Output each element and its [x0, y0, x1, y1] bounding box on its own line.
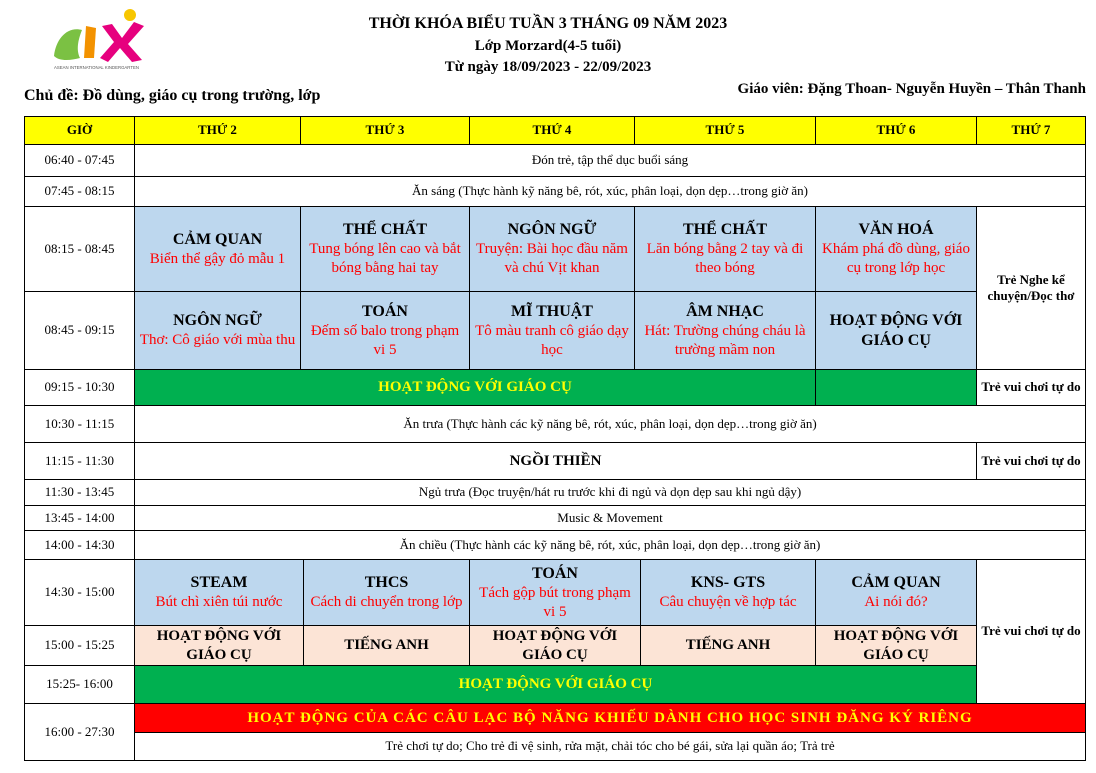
subject: CẢM QUAN [851, 574, 941, 592]
activity: Tung bóng lên cao và bắt bóng bằng hai tay [309, 241, 461, 276]
routine-lunch: Ăn trưa (Thực hành các kỹ năng bê, rót, xúc, phân loại, dọn dẹp…trong giờ ăn) [134, 405, 1086, 443]
green-activity-bar-afternoon: HOẠT ĐỘNG VỚI GIÁO CỤ [134, 665, 977, 704]
lesson-thu-1 [634, 206, 816, 292]
class-name: Lớp Morzard(4-5 tuổi) [474, 38, 622, 54]
subject: THCS [364, 574, 409, 592]
subject: KNS- GTS [690, 574, 766, 592]
lesson-tue-1 [300, 206, 470, 292]
time-cell: 14:30 - 15:00 [24, 559, 135, 626]
time-cell: 14:00 - 14:30 [24, 530, 135, 560]
subject: TOÁN [362, 302, 408, 320]
subject: HOẠT ĐỘNG VỚI GIÁO CỤ [829, 311, 963, 349]
green-activity-fri [815, 369, 977, 406]
schedule-title: THỜI KHÓA BIỂU TUẦN 3 THÁNG 09 NĂM 2023 [368, 15, 728, 32]
time-cell: 16:00 - 27:30 [24, 703, 135, 761]
lesson-wed-1 [469, 206, 635, 292]
lesson-thu-3 [640, 559, 816, 626]
activity: Tô màu tranh cô giáo dạy học [475, 322, 629, 358]
time-cell: 15:00 - 15:25 [24, 625, 135, 666]
activity: Lăn bóng bằng 2 tay và đi theo bóng [646, 241, 804, 276]
time-cell: 11:30 - 13:45 [24, 479, 135, 506]
logo-caption: ASEAN INTERNATIONAL KINDERGARTEN [54, 65, 139, 70]
time-cell: 09:15 - 10:30 [24, 369, 135, 406]
subject: TOÁN [532, 564, 578, 582]
activity: Ai nói đó? [864, 594, 928, 611]
schedule-table [24, 116, 1086, 761]
activity: Khám phá đồ dùng, giáo cụ trong lớp học [822, 241, 970, 276]
lesson-fri-1 [815, 206, 977, 292]
subject: NGÔN NGỮ [507, 221, 597, 239]
activity: Truyện: Bài học đầu năm và chú Vịt khan [476, 241, 628, 276]
activity: Bút chì xiên túi nước [155, 594, 283, 611]
topic: Chủ đề: Đồ dùng, giáo cụ trong trường, lớp [24, 87, 321, 104]
subject: VĂN HOÁ [858, 221, 934, 239]
activity: Cách di chuyển trong lớp [310, 594, 463, 611]
activity: Đếm số balo trong phạm vi 5 [310, 322, 460, 358]
lesson-tue-4: TIẾNG ANH [303, 625, 470, 666]
sat-noon: Trẻ vui chơi tự do [976, 442, 1086, 480]
sat-morning: Trẻ Nghe kể chuyện/Đọc thơ [976, 206, 1086, 370]
lesson-mon-2 [134, 291, 301, 370]
col-header-tue: THỨ 3 [300, 116, 470, 145]
activity: Tách gộp bút trong phạm vi 5 [479, 584, 631, 620]
lesson-wed-2 [469, 291, 635, 370]
time-cell: 08:45 - 09:15 [24, 291, 135, 370]
lesson-wed-4: HOẠT ĐỘNG VỚI GIÁO CỤ [469, 625, 641, 666]
lesson-mon-1 [134, 206, 301, 292]
time-cell: 11:15 - 11:30 [24, 442, 135, 480]
activity: Thơ: Cô giáo với mùa thu [139, 332, 296, 349]
sat-mid-morning: Trẻ vui chơi tự do [976, 369, 1086, 406]
lesson-fri-4: HOẠT ĐỘNG VỚI GIÁO CỤ [815, 625, 977, 666]
col-header-wed: THỨ 4 [469, 116, 635, 145]
lesson-tue-3 [303, 559, 470, 626]
routine-welcome: Đón trẻ, tập thể dục buổi sáng [134, 144, 1086, 177]
green-activity-bar: HOẠT ĐỘNG VỚI GIÁO CỤ [134, 369, 816, 406]
date-range: Từ ngày 18/09/2023 - 22/09/2023 [444, 59, 652, 75]
time-cell: 07:45 - 08:15 [24, 176, 135, 207]
col-header-sat: THỨ 7 [976, 116, 1086, 145]
lesson-mon-4: HOẠT ĐỘNG VỚI GIÁO CỤ [134, 625, 304, 666]
subject: STEAM [190, 574, 248, 592]
col-header-thu: THỨ 5 [634, 116, 816, 145]
activity: Hát: Trường chúng cháu là trường mầm non [644, 322, 806, 358]
subject: NGÔN NGỮ [173, 312, 262, 330]
subject: ÂM NHẠC [686, 302, 764, 320]
subject: THỂ CHẤT [682, 221, 767, 239]
time-cell: 08:15 - 08:45 [24, 206, 135, 292]
routine-nap: Ngủ trưa (Đọc truyện/hát ru trước khi đi ngủ và dọn dẹp sau khi ngủ dậy) [134, 479, 1086, 506]
club-activity-bar: HOẠT ĐỘNG CỦA CÁC CÂU LẠC BỘ NĂNG KHIẾU DÀNH CHO HỌC SINH ĐĂNG KÝ RIÊNG [134, 703, 1086, 733]
lesson-thu-4: TIẾNG ANH [640, 625, 816, 666]
activity: Biển thể gậy đỏ mẫu 1 [149, 250, 286, 267]
routine-meditation: NGỒI THIỀN [134, 442, 977, 480]
subject: CẢM QUAN [172, 230, 263, 248]
routine-breakfast: Ăn sáng (Thực hành kỹ năng bê, rót, xúc, phân loại, dọn dẹp…trong giờ ăn) [134, 176, 1086, 207]
col-header-mon: THỨ 2 [134, 116, 301, 145]
lesson-mon-3 [134, 559, 304, 626]
subject: MĨ THUẬT [511, 302, 593, 320]
time-cell: 15:25- 16:00 [24, 665, 135, 704]
sat-afternoon: Trẻ vui chơi tự do [976, 559, 1086, 704]
col-header-time: GIỜ [24, 116, 135, 145]
lesson-fri-2 [815, 291, 977, 370]
routine-snack: Ăn chiều (Thực hành các kỹ năng bê, rót, xúc, phân loại, dọn dẹp…trong giờ ăn) [134, 530, 1086, 560]
time-cell: 06:40 - 07:45 [24, 144, 135, 177]
teachers: Giáo viên: Đặng Thoan- Nguyễn Huyền – Thân Thanh [737, 81, 1086, 97]
lesson-tue-2 [300, 291, 470, 370]
time-cell: 13:45 - 14:00 [24, 505, 135, 531]
routine-music: Music & Movement [134, 505, 1086, 531]
subject: THỂ CHẤT [342, 221, 427, 239]
activity: Câu chuyện về hợp tác [659, 594, 797, 611]
time-cell: 10:30 - 11:15 [24, 405, 135, 443]
lesson-fri-3 [815, 559, 977, 626]
lesson-thu-2 [634, 291, 816, 370]
lesson-wed-3 [469, 559, 641, 626]
col-header-fri: THỨ 6 [815, 116, 977, 145]
routine-pickup: Trẻ chơi tự do; Cho trẻ đi vệ sinh, rửa mặt, chải tóc cho bé gái, sửa lại quần áo; Trả trẻ [134, 732, 1086, 761]
